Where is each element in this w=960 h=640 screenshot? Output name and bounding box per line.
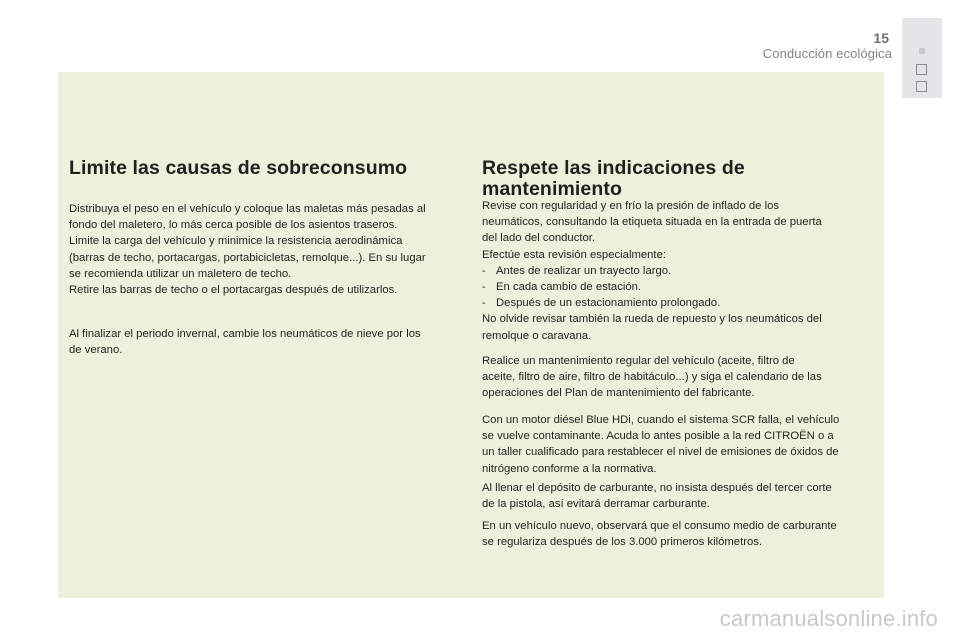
text-line: de verano. xyxy=(69,344,123,357)
text-line: un taller cualificado para restablecer el nivel de emisiones de óxidos de xyxy=(482,446,839,459)
text-line: neumáticos, consultando la etiqueta situada en la entrada de puerta xyxy=(482,216,822,229)
chapter-tab-2[interactable] xyxy=(916,64,927,75)
list-item-text: En cada cambio de estación. xyxy=(496,281,642,294)
text-line: Revise con regularidad y en frío la presión de inflado de los xyxy=(482,200,780,212)
text-line: Al finalizar el periodo invernal, cambie los neumáticos de nieve por los xyxy=(69,328,421,340)
text-line: se vuelve contaminante. Acuda lo antes posible a la red CITROËN o a xyxy=(482,430,834,443)
text-line: En un vehículo nuevo, observará que el consumo medio de carburante xyxy=(482,520,837,532)
text-line: operaciones del Plan de mantenimiento del fabricante. xyxy=(482,387,755,400)
list-item xyxy=(482,279,878,295)
right-paragraph-1 xyxy=(482,198,878,344)
right-paragraph-4 xyxy=(482,480,878,512)
text-line: se recomienda utilizar un maletero de techo. xyxy=(69,267,292,280)
right-paragraph-2 xyxy=(482,353,878,402)
text-line: (barras de techo, portacargas, portabicicletas, remolque...). En su lugar xyxy=(69,251,426,264)
list-item-text: Antes de realizar un trayecto largo. xyxy=(496,264,672,277)
text-line: aceite, filtro de aire, filtro de habitáculo...) y siga el calendario de las xyxy=(482,371,822,384)
list-item xyxy=(482,295,878,311)
page-number: 15 xyxy=(873,30,889,46)
text-line: Realice un mantenimiento regular del vehículo (aceite, filtro de xyxy=(482,355,795,367)
text-line: nitrógeno conforme a la normativa. xyxy=(482,462,657,475)
text-line: Al llenar el depósito de carburante, no insista después del tercer corte xyxy=(482,482,832,494)
chapter-tab-3[interactable] xyxy=(916,81,927,92)
text-line: Retire las barras de techo o el portacargas después de utilizarlos. xyxy=(69,284,398,297)
chapter-tab-active[interactable] xyxy=(919,48,925,54)
text-line: No olvide revisar también la rueda de repuesto y los neumáticos del xyxy=(482,313,822,326)
right-paragraph-3 xyxy=(482,412,878,477)
chapter-title: Conducción ecológica xyxy=(762,46,892,61)
text-line: Limite la carga del vehículo y minimice la resistencia aerodinámica xyxy=(69,235,403,248)
text-line: de la pistola, así evitará derramar carburante. xyxy=(482,498,710,511)
dash-bullet: - xyxy=(482,264,486,277)
dash-bullet: - xyxy=(482,281,486,294)
text-line: fondo del maletero, lo más cerca posible de los asientos traseros. xyxy=(69,219,398,232)
text-line: Distribuya el peso en el vehículo y coloque las maletas más pesadas al xyxy=(69,203,426,215)
left-paragraph-2 xyxy=(69,326,464,358)
left-heading: Limite las causas de sobreconsumo xyxy=(69,157,408,179)
text-line: del lado del conductor. xyxy=(482,232,596,245)
left-paragraph-1 xyxy=(69,201,464,298)
right-heading xyxy=(482,158,745,200)
right-heading-line-2: mantenimiento xyxy=(482,178,622,200)
list-item xyxy=(482,263,878,279)
list-item-text: Después de un estacionamiento prolongado. xyxy=(496,297,721,310)
text-line: Con un motor diésel Blue HDi, cuando el sistema SCR falla, el vehículo xyxy=(482,414,840,426)
right-paragraph-5 xyxy=(482,518,878,550)
text-line: se regulariza después de los 3.000 primeros kilómetros. xyxy=(482,536,763,549)
chapter-tabs xyxy=(902,18,942,98)
text-line: remolque o caravana. xyxy=(482,329,592,342)
right-heading-line-1: Respete las indicaciones de xyxy=(482,157,745,179)
dash-bullet: - xyxy=(482,297,486,310)
text-line: Efectúe esta revisión especialmente: xyxy=(482,248,666,261)
watermark: carmanualsonline.info xyxy=(719,606,938,631)
content-panel xyxy=(58,72,884,598)
